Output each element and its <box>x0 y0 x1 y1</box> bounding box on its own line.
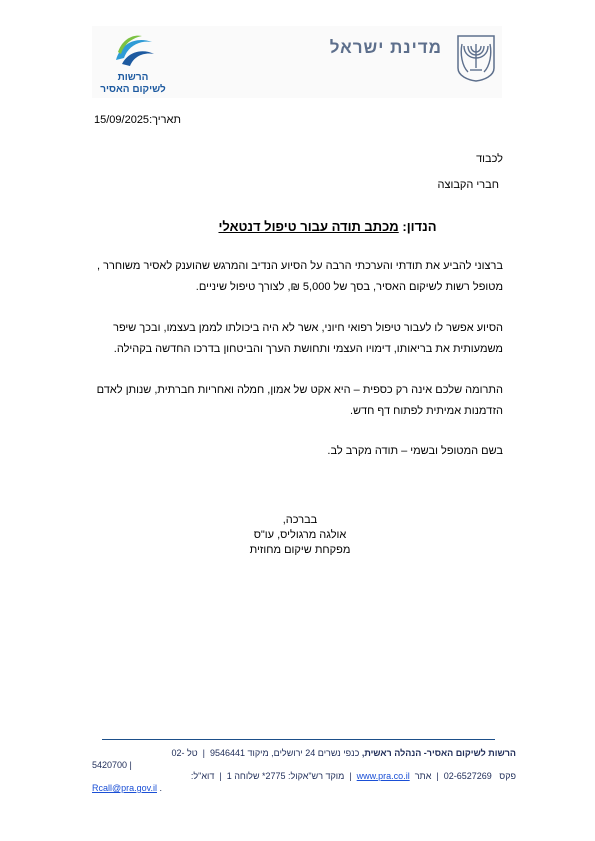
subject-label: הנדון: <box>402 219 437 234</box>
paragraph-3: התרומה שלכם אינה רק כספית – היא אקט של אמון, חמלה ואחריות חברתית, שנותן לאדם הזדמנות אמיתית לפתוח דף חדש. <box>96 384 503 417</box>
pra-logo-graphic <box>112 34 156 70</box>
footer-fax: 02-6527269 <box>443 771 492 781</box>
logo-text-line1: הרשות <box>117 72 149 83</box>
paragraph-2: הסיוע אפשר לו לעבור טיפול רפואי חיוני, אשר לא היה ביכולתו לממן בעצמו, ובכך שיפר משמעותית את בריאותו, דימויו העצמי ותחושת הערך והביטחון בדרכו החדשה בקהילה. <box>113 322 503 355</box>
footer-address: כנפי נשרים 24 ירושלים, מיקוד 9546441 <box>209 748 360 758</box>
footer-phone-prefix: -02 <box>171 748 185 758</box>
signature-role: מפקחת שיקום מחוזית <box>249 544 351 556</box>
footer-contact-line: פקס 02-6527269 | אתר www.pra.co.il | מוקד רש"אקול: 2775* שלוחה 1 | דוא"ל: <box>190 771 516 781</box>
footer-email-link[interactable]: Rcall@pra.gov.il <box>92 783 157 793</box>
date-value: 15/09/2025 <box>94 114 150 126</box>
signature-closing: בברכה, <box>282 514 318 526</box>
subject-text: מכתב תודה עבור טיפול דנטאלי <box>218 219 399 234</box>
date-label: תאריך: <box>149 114 182 126</box>
footer-fax-label: פקס <box>499 771 516 781</box>
subject-line <box>150 219 505 234</box>
footer-phone-label: טל <box>186 748 198 758</box>
state-name: מדינת ישראל <box>329 38 442 57</box>
state-emblem-icon <box>456 34 496 82</box>
date-line <box>94 114 294 126</box>
signature-name: אולגה מרגוליס, עו"ס <box>253 529 347 541</box>
logo-text-line2: לשיקום האסיר <box>100 84 166 95</box>
footer-email-label: דוא"ל: <box>190 771 215 781</box>
paragraph-4: בשם המטופל ובשמי – תודה מקרב לב. <box>327 445 503 457</box>
footer-hotline: מוקד רש"אקול: 2775* שלוחה 1 <box>226 771 345 781</box>
footer-divider <box>102 739 495 740</box>
footer-phone-line: 5420700 | <box>92 760 132 770</box>
footer-site-link[interactable]: www.pra.co.il <box>356 771 410 781</box>
pra-logo <box>98 34 168 96</box>
footer-email-line: Rcall@pra.gov.il . <box>92 783 163 793</box>
footer-site-label: אתר <box>414 771 432 781</box>
footer-org: הרשות לשיקום האסיר- הנהלה ראשית, <box>361 748 516 758</box>
paragraph-1: ברצוני להביע את תודתי והערכתי הרבה על הסיוע הנדיב והמרגש שהוענק לאסיר משוחרר , מטופל רשות לשיקום האסיר, בסך של 5,000 ₪, לצורך טיפול שיניים. <box>96 260 503 293</box>
recipient-salutation: לכבוד <box>476 153 503 165</box>
footer-address-line: הרשות לשיקום האסיר- הנהלה ראשית, כנפי נשרים 24 ירושלים, מיקוד 9546441 | טל -02 <box>171 748 516 758</box>
footer-phone-rest: 5420700 <box>92 760 128 770</box>
recipient-group: חברי הקבוצה <box>437 179 499 191</box>
